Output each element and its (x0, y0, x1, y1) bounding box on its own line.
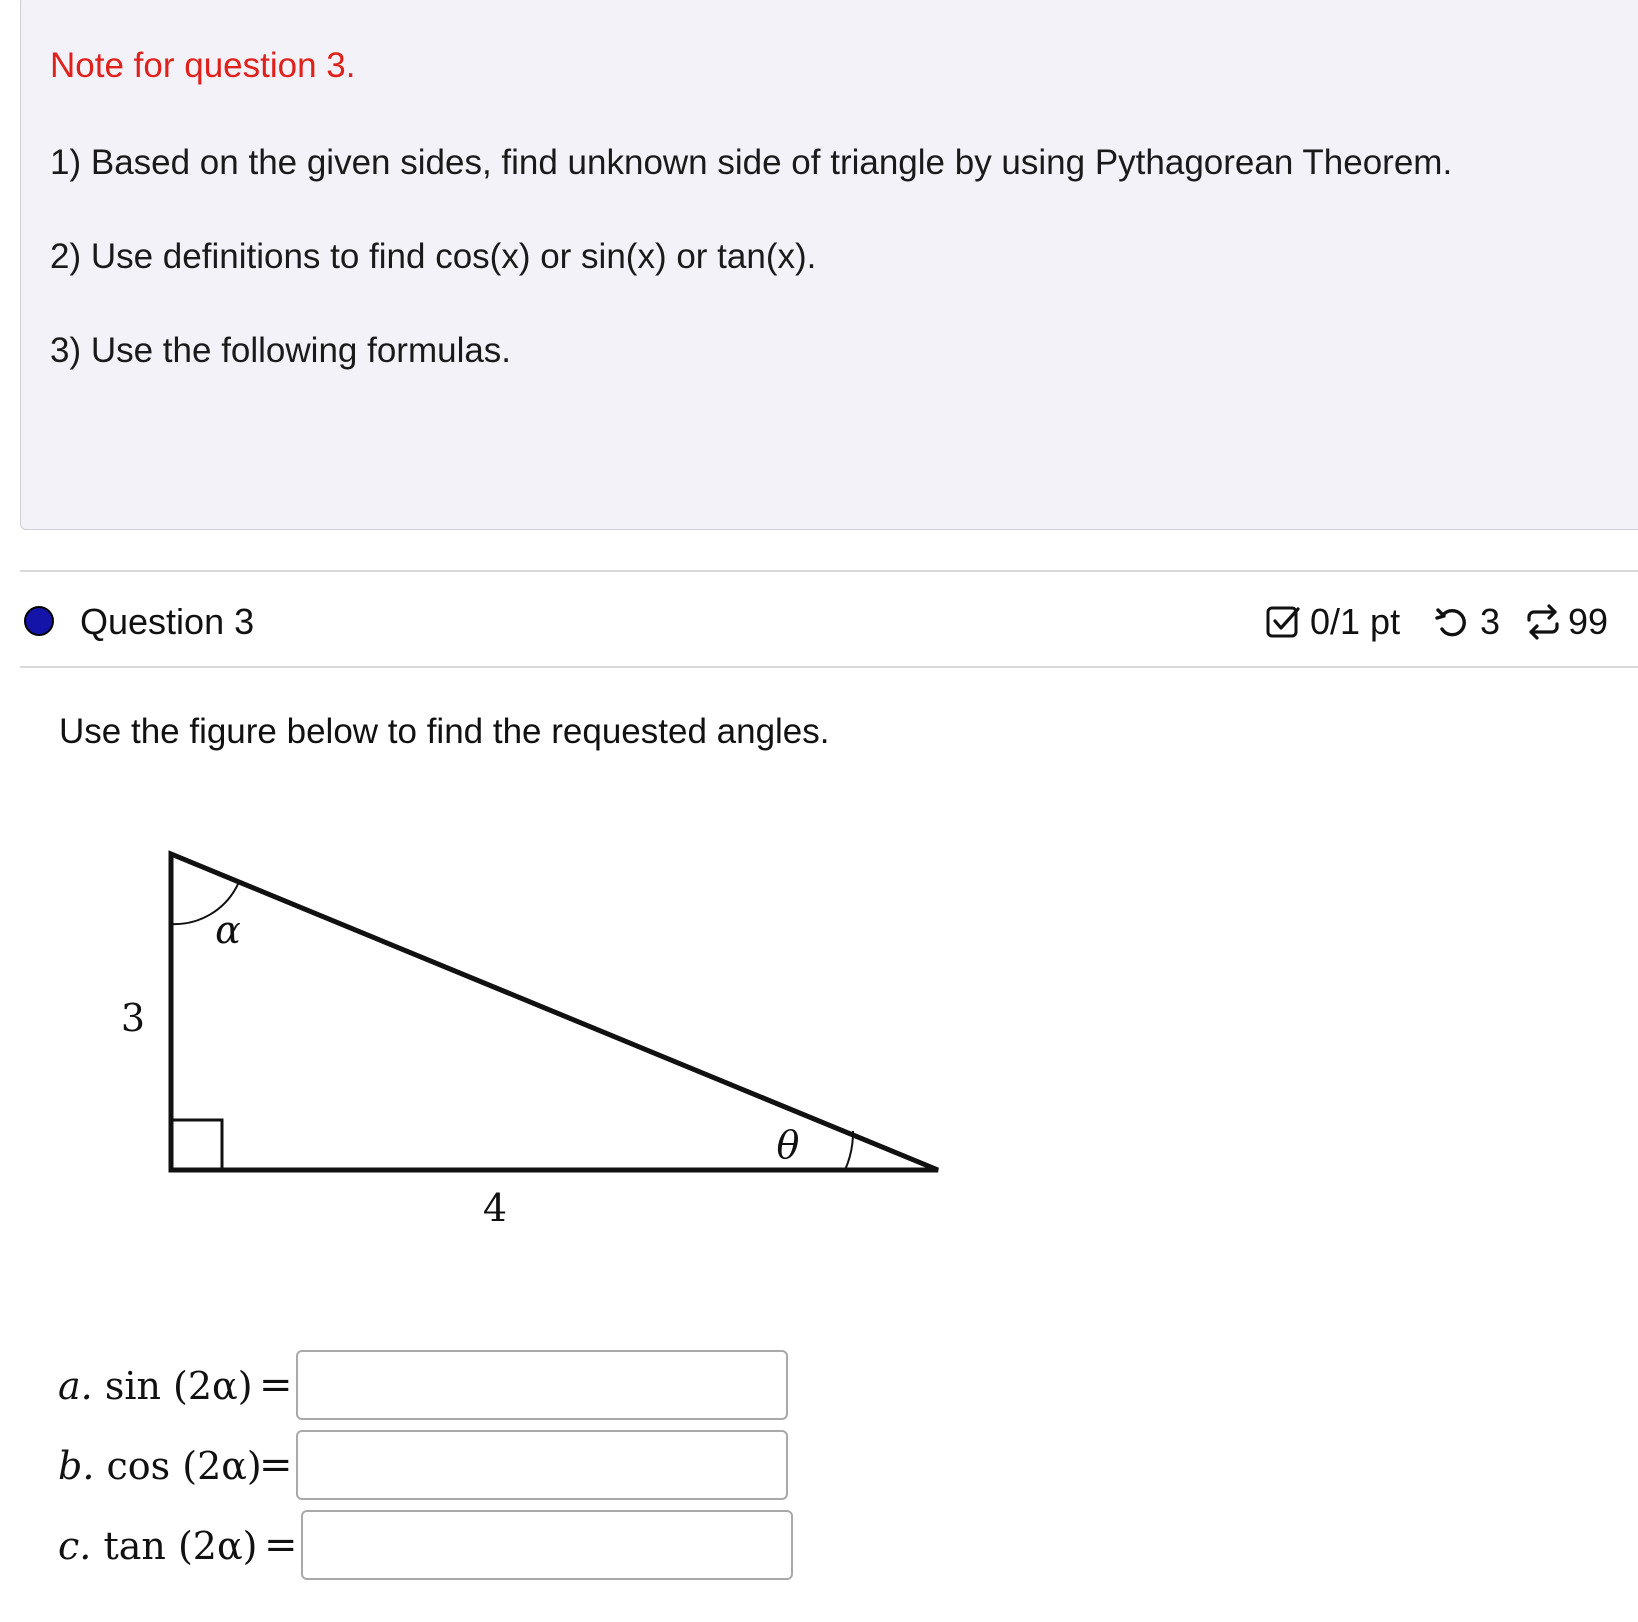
answer-c-expression: tan (2α) (103, 1524, 258, 1568)
question-title: Question 3 (80, 601, 255, 642)
points-text: 0/1 pt (1310, 601, 1401, 642)
note-line-3: 3) Use the following formulas. (50, 331, 512, 370)
note-line-2: 2) Use definitions to find cos(x) or sin(x) or tan(x). (50, 237, 817, 276)
note-line-1: 1) Based on the given sides, find unknown side of triangle by using Pythagorean Theorem. (50, 143, 1453, 182)
divider-bottom (20, 666, 1638, 668)
right-triangle-figure (100, 840, 960, 1240)
checkbox-score-icon (1265, 604, 1301, 640)
retry-icon (1523, 603, 1563, 641)
answer-b-letter: b. (58, 1444, 95, 1488)
answer-a-expression: sin (2α) (104, 1364, 253, 1408)
undo-attempts-icon (1434, 604, 1470, 640)
side-label-vertical: 3 (120, 996, 146, 1040)
retries-count: 99 (1568, 601, 1609, 642)
note-title: Note for question 3. (50, 46, 356, 85)
right-angle-marker (171, 1120, 222, 1170)
divider-top (20, 570, 1638, 572)
side-label-horizontal: 4 (482, 1186, 508, 1230)
triangle-shape (171, 854, 938, 1170)
answer-b-expression: cos (2α) (106, 1444, 262, 1488)
attempts-count: 3 (1480, 601, 1501, 642)
answer-a-equals: = (259, 1362, 293, 1408)
answer-b-equals: = (259, 1442, 293, 1488)
theta-label: θ (776, 1123, 800, 1167)
question-prompt: Use the figure below to find the requested angles. (59, 712, 830, 751)
answer-a-input[interactable] (296, 1350, 788, 1420)
answer-b-input[interactable] (296, 1430, 788, 1500)
answer-c-letter: c. (58, 1524, 92, 1568)
answer-c-equals: = (264, 1522, 298, 1568)
answer-c-input[interactable] (301, 1510, 793, 1580)
question-status-dot (24, 606, 54, 636)
answer-a-letter: a. (58, 1364, 93, 1408)
alpha-label: α (215, 908, 241, 952)
